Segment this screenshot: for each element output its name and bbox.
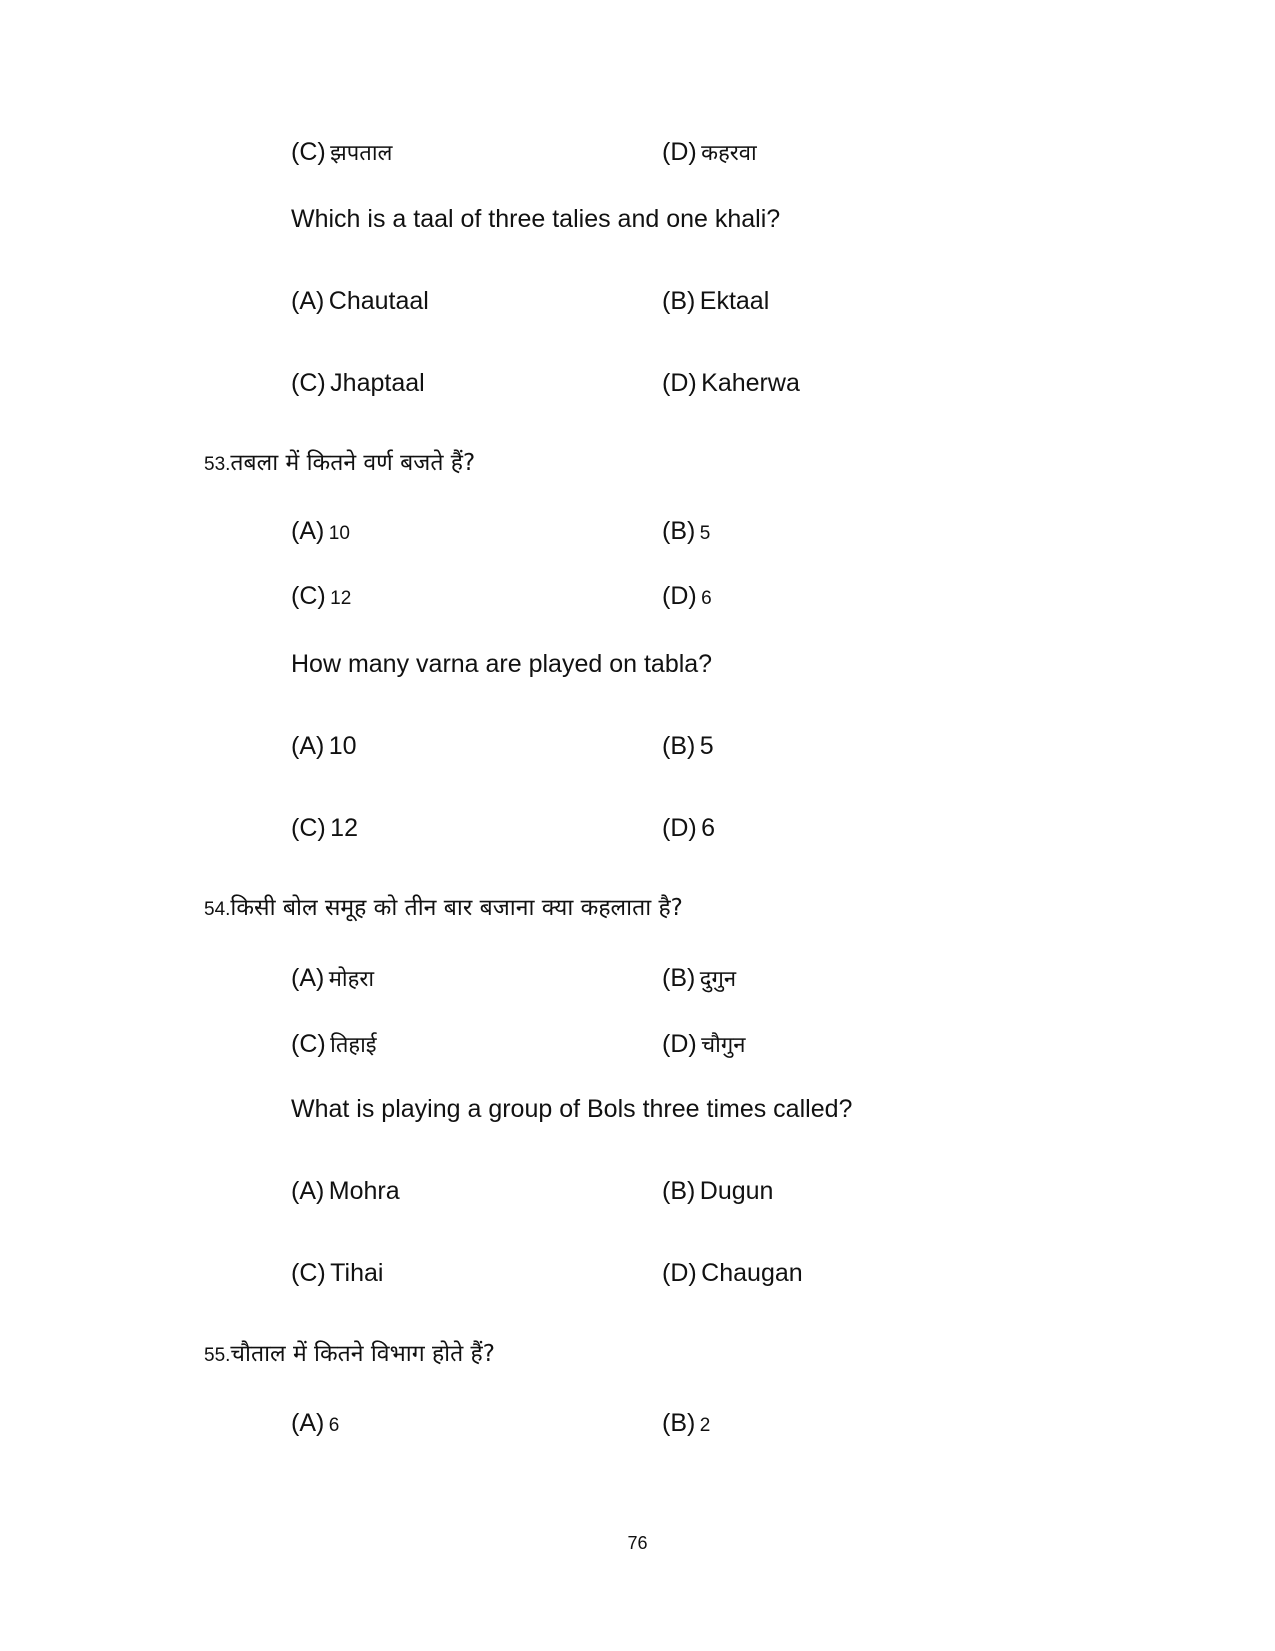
option-d-english (662, 816, 715, 841)
option-prefix: (B) (662, 964, 696, 992)
option-text: 5 (699, 732, 714, 760)
option-text: मोहरा (328, 967, 375, 992)
question-number: 53. (204, 454, 231, 475)
option-prefix: (A) (291, 287, 325, 315)
option-text: 10 (328, 523, 350, 544)
question-english: What is playing a group of Bols three times called? (291, 1095, 853, 1123)
option-prefix: (D) (662, 369, 697, 397)
option-text: Jhaptaal (330, 369, 425, 397)
option-prefix: (D) (662, 1030, 697, 1058)
option-prefix: (B) (662, 732, 696, 760)
option-text: 6 (328, 1415, 340, 1436)
option-prefix: (D) (662, 814, 697, 842)
option-prefix: (C) (291, 369, 326, 397)
question-54-hindi (204, 897, 683, 920)
option-text: Chautaal (328, 287, 429, 315)
option-prefix: (A) (291, 964, 325, 992)
question-text: चौताल में कितने विभाग होते हैं? (230, 1341, 495, 1367)
option-text: Mohra (328, 1177, 400, 1205)
option-d-hindi (662, 1032, 745, 1057)
option-prefix: (C) (291, 1259, 326, 1287)
option-prefix: (C) (291, 582, 326, 610)
option-text: 2 (699, 1415, 711, 1436)
option-text: 5 (699, 523, 711, 544)
option-text: झपताल (330, 141, 393, 166)
question-number: 55. (204, 1345, 231, 1366)
option-text: 12 (330, 588, 352, 609)
option-text: कहरवा (701, 141, 757, 166)
option-prefix: (A) (291, 1409, 325, 1437)
option-a-english (291, 289, 429, 314)
option-c-hindi (291, 140, 392, 165)
option-c-english (291, 816, 358, 841)
option-text: 6 (701, 588, 712, 609)
option-prefix: (B) (662, 517, 696, 545)
option-c-english (291, 1261, 383, 1286)
option-prefix: (D) (662, 138, 697, 166)
option-b-hindi (662, 1411, 710, 1436)
option-text: Kaherwa (701, 369, 800, 397)
option-c-hindi (291, 584, 351, 609)
option-a-hindi (291, 966, 374, 991)
option-prefix: (A) (291, 732, 325, 760)
question-55-hindi (204, 1343, 495, 1366)
option-text: Chaugan (701, 1259, 803, 1287)
option-d-english (662, 1261, 803, 1286)
question-text: तबला में कितने वर्ण बजते हैं? (230, 450, 476, 476)
option-text: 10 (328, 732, 357, 760)
option-text: दुगुन (699, 967, 737, 992)
option-prefix: (B) (662, 287, 696, 315)
option-b-hindi (662, 519, 710, 544)
option-prefix: (C) (291, 1030, 326, 1058)
option-a-english (291, 1179, 400, 1204)
option-prefix: (D) (662, 1259, 697, 1287)
option-prefix: (B) (662, 1409, 696, 1437)
option-text: तिहाई (330, 1033, 377, 1058)
option-c-hindi (291, 1032, 377, 1057)
option-d-english (662, 371, 800, 396)
option-a-hindi (291, 519, 350, 544)
page-number: 76 (627, 1533, 648, 1553)
option-text: Tihai (330, 1259, 384, 1287)
question-53-hindi (204, 452, 475, 475)
option-text: 6 (701, 814, 716, 842)
option-prefix: (A) (291, 1177, 325, 1205)
option-b-english (662, 1179, 773, 1204)
option-text: Ektaal (699, 287, 770, 315)
option-text: चौगुन (701, 1033, 746, 1058)
option-d-hindi (662, 140, 757, 165)
option-b-english (662, 734, 714, 759)
option-c-english (291, 371, 425, 396)
question-text: किसी बोल समूह को तीन बार बजाना क्या कहलाता है? (230, 895, 683, 921)
option-b-hindi (662, 966, 736, 991)
option-prefix: (C) (291, 814, 326, 842)
question-english: Which is a taal of three talies and one khali? (291, 205, 781, 233)
option-prefix: (C) (291, 138, 326, 166)
option-a-english (291, 734, 357, 759)
option-prefix: (A) (291, 517, 325, 545)
option-a-hindi (291, 1411, 339, 1436)
option-prefix: (B) (662, 1177, 696, 1205)
option-d-hindi (662, 584, 712, 609)
option-text: Dugun (699, 1177, 774, 1205)
question-number: 54. (204, 899, 231, 920)
option-prefix: (D) (662, 582, 697, 610)
question-english: How many varna are played on tabla? (291, 650, 713, 678)
option-text: 12 (330, 814, 358, 842)
option-b-english (662, 289, 769, 314)
